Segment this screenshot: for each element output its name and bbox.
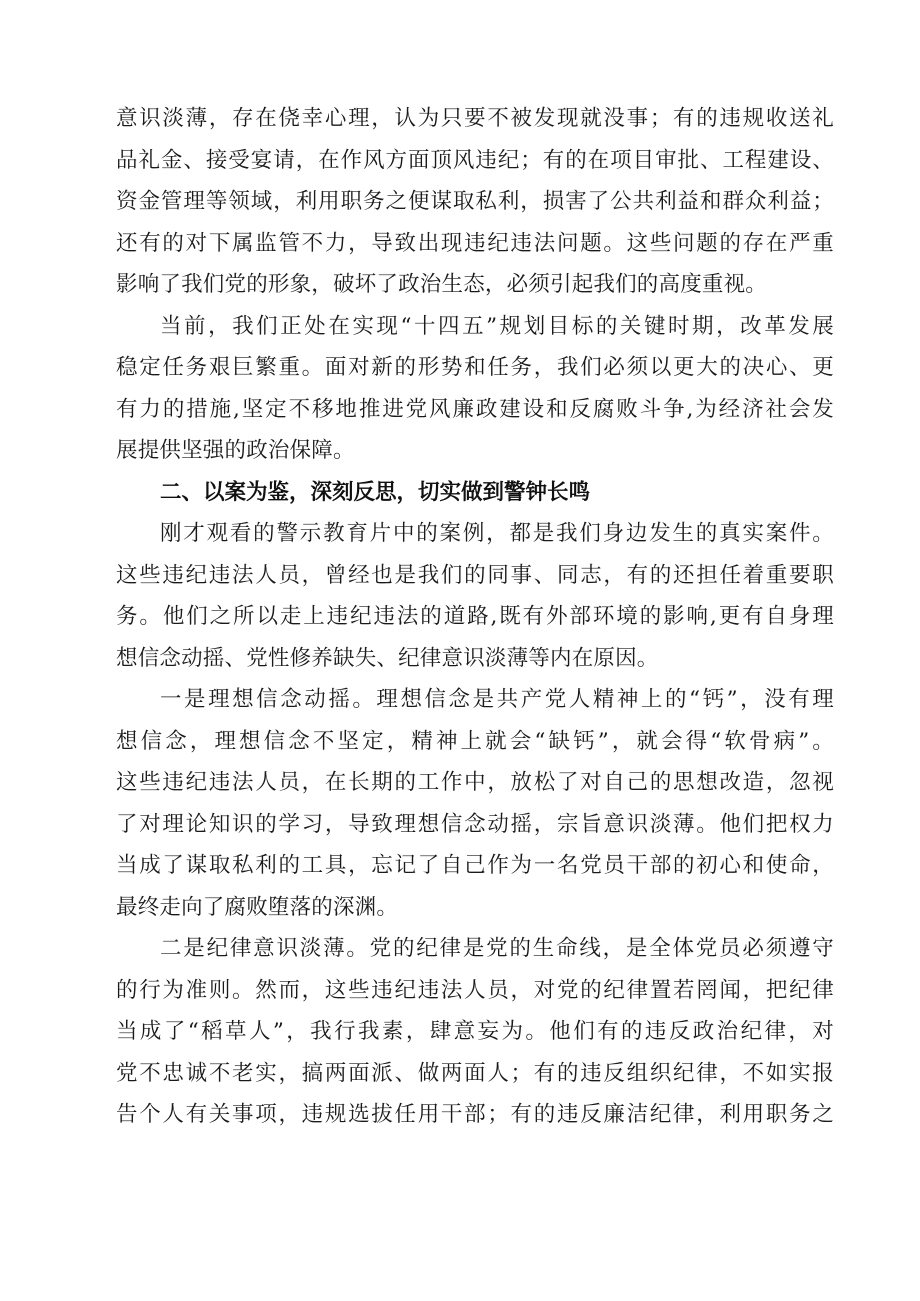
- text-line: 展提供坚强的政治保障。: [116, 438, 355, 463]
- text-line: 了对理论知识的学习，导致理想信念动摇，宗旨意识淡薄。他们把权力: [116, 811, 834, 837]
- text-line: 最终走向了腐败堕落的深渊。: [116, 894, 399, 920]
- paragraph-3: [116, 513, 834, 679]
- text-line: 当成了“稻草人”，我行我素，肆意妄为。他们有的违反政治纪律，对: [116, 1019, 834, 1044]
- paragraph-4: [116, 679, 834, 928]
- text-line: 的行为准则。然而，这些违纪违法人员，对党的纪律置若罔闻，把纪律: [116, 977, 834, 1003]
- text-line: 二是纪律意识淡薄。党的纪律是党的生命线，是全体党员必须遵守: [160, 936, 834, 961]
- text-line: 还有的对下属监管不力，导致出现违纪违法问题。这些问题的存在严重: [116, 230, 834, 256]
- paragraph-2: [116, 306, 834, 472]
- text-line: 一是理想信念动摇。理想信念是共产党人精神上的“钙”，没有理: [160, 687, 834, 712]
- text-line: 想信念动摇、党性修养缺失、纪律意识淡薄等内在原因。: [116, 645, 659, 671]
- text-line: 有力的措施,坚定不移地推进党风廉政建设和反腐败斗争,为经济社会发: [116, 396, 834, 422]
- text-line: 这些违纪违法人员，在长期的工作中，放松了对自己的思想改造，忽视: [116, 770, 834, 795]
- text-line: 刚才观看的警示教育片中的案例，都是我们身边发生的真实案件。: [160, 521, 834, 546]
- text-line: 稳定任务艰巨繁重。面对新的形势和任务，我们必须以更大的决心、更: [116, 355, 834, 380]
- text-line: 这些违纪违法人员，曾经也是我们的同事、同志，有的还担任着重要职: [116, 562, 834, 588]
- text-line: 资金管理等领域，利用职务之便谋取私利，损害了公共利益和群众利益；: [116, 189, 834, 214]
- paragraph-5: [116, 928, 834, 1136]
- text-line: 影响了我们党的形象，破坏了政治生态，必须引起我们的高度重视。: [116, 272, 768, 297]
- section-heading: 二、以案为鉴，深刻反思，切实做到警钟长鸣: [160, 479, 591, 505]
- text-line: 务。他们之所以走上违纪违法的道路,既有外部环境的影响,更有自身理: [116, 604, 834, 629]
- text-line: 当成了谋取私利的工具，忘记了自己作为一名党员干部的初心和使命，: [116, 853, 834, 878]
- text-line: 品礼金、接受宴请，在作风方面顶风违纪；有的在项目审批、工程建设、: [116, 147, 834, 173]
- document-body: [116, 98, 834, 1136]
- text-line: 想信念，理想信念不坚定，精神上就会“缺钙”，就会得“软骨病”。: [116, 728, 834, 754]
- text-line: 党不忠诚不老实，搞两面派、做两面人；有的违反组织纪律，不如实报: [116, 1060, 834, 1086]
- text-line: 当前，我们正处在实现“十四五”规划目标的关键时期，改革发展: [160, 313, 834, 339]
- text-line: 告个人有关事项，违规选拔任用干部；有的违反廉洁纪律，利用职务之: [116, 1102, 834, 1127]
- paragraph-1: [116, 98, 834, 306]
- text-line: 意识淡薄，存在侥幸心理，认为只要不被发现就没事；有的违规收送礼: [116, 106, 834, 131]
